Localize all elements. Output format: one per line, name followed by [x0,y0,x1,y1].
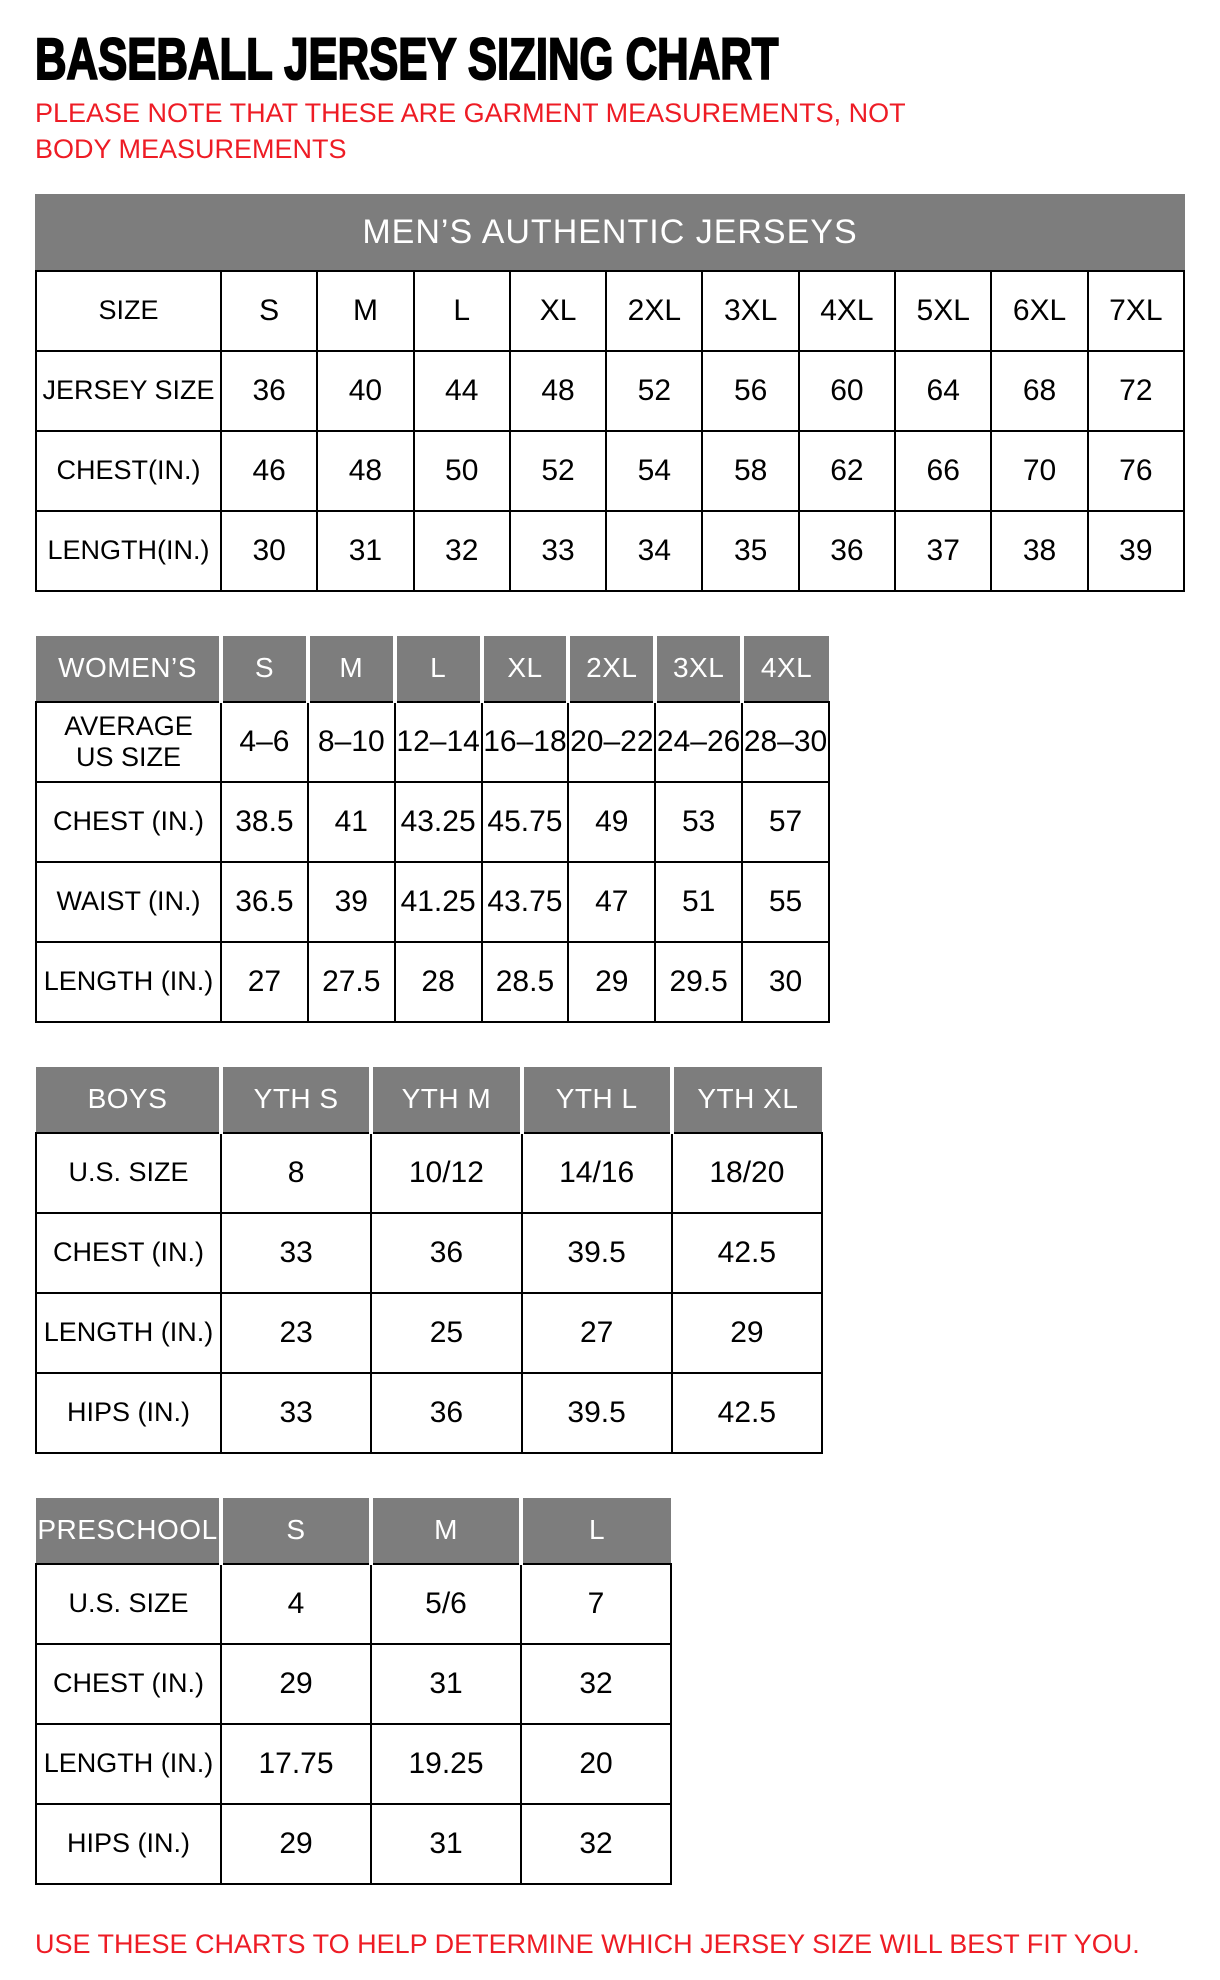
table-cell: 54 [606,431,702,511]
row-label: HIPS (IN.) [36,1373,221,1453]
row-label: JERSEY SIZE [36,351,221,431]
table-cell: 43.25 [395,782,482,862]
table-cell: 29 [221,1644,371,1724]
preschool-size-column-header: S [221,1498,371,1564]
row-label: CHEST (IN.) [36,1644,221,1724]
womens-size-column-header: 4XL [742,636,829,702]
boys-header-label: BOYS [36,1067,221,1133]
table-cell: 46 [221,431,317,511]
row-label: HIPS (IN.) [36,1804,221,1884]
table-cell: 66 [895,431,991,511]
table-cell: 64 [895,351,991,431]
table-cell: 39 [308,862,395,942]
womens-size-column-header: 3XL [655,636,742,702]
table-cell: 30 [742,942,829,1022]
table-cell: 27 [221,942,308,1022]
womens-grid [35,636,830,1023]
table-cell: 39.5 [522,1373,672,1453]
table-cell: 3XL [702,271,798,351]
preschool-size-column-header: M [371,1498,521,1564]
row-label: CHEST(IN.) [36,431,221,511]
table-row [36,1133,822,1213]
table-cell: 28–30 [742,702,829,782]
table-cell: 5XL [895,271,991,351]
table-cell: 51 [655,862,742,942]
table-cell: 36.5 [221,862,308,942]
row-label: WAIST (IN.) [36,862,221,942]
womens-size-column-header: S [221,636,308,702]
table-row [36,782,829,862]
table-cell: 16–18 [482,702,569,782]
boys-size-column-header: YTH S [221,1067,371,1133]
row-label: LENGTH (IN.) [36,1293,221,1373]
table-cell: 40 [317,351,413,431]
table-row [36,1213,822,1293]
boys-header-row [36,1067,822,1133]
womens-header-label: WOMEN’S [36,636,221,702]
boys-table-section [35,1067,823,1454]
table-row [36,1293,822,1373]
table-row [36,431,1184,511]
table-cell: M [317,271,413,351]
table-row [36,942,829,1022]
page-footer-note: USE THESE CHARTS TO HELP DETERMINE WHICH JERSEY SIZE WILL BEST FIT YOU. [35,1928,1140,1959]
womens-header-row [36,636,829,702]
boys-size-column-header: YTH M [371,1067,521,1133]
table-cell: 50 [414,431,510,511]
table-cell: 31 [371,1804,521,1884]
table-cell: 70 [991,431,1087,511]
table-cell: 38.5 [221,782,308,862]
table-cell: 8–10 [308,702,395,782]
mens-grid [35,270,1185,592]
table-cell: 45.75 [482,782,569,862]
table-cell: L [414,271,510,351]
table-row [36,1564,671,1644]
table-cell: 24–26 [655,702,742,782]
table-cell: 32 [414,511,510,591]
table-cell: 39.5 [522,1213,672,1293]
row-label: LENGTH (IN.) [36,1724,221,1804]
table-cell: 38 [991,511,1087,591]
table-cell: 76 [1088,431,1184,511]
womens-size-column-header: M [308,636,395,702]
table-cell: 49 [568,782,655,862]
row-label: AVERAGE US SIZE [36,702,221,782]
table-cell: 36 [371,1213,521,1293]
table-cell: 36 [799,511,895,591]
table-cell: 29.5 [655,942,742,1022]
preschool-table-section [35,1498,672,1885]
table-cell: 31 [371,1644,521,1724]
table-cell: 35 [702,511,798,591]
table-cell: S [221,271,317,351]
table-cell: 43.75 [482,862,569,942]
womens-size-column-header: L [395,636,482,702]
row-label: U.S. SIZE [36,1564,221,1644]
table-cell: 41.25 [395,862,482,942]
table-cell: 8 [221,1133,371,1213]
row-label: CHEST (IN.) [36,782,221,862]
boys-size-column-header: YTH XL [672,1067,822,1133]
preschool-grid [35,1498,672,1885]
table-row [36,862,829,942]
table-cell: 33 [221,1213,371,1293]
boys-grid [35,1067,823,1454]
table-cell: 33 [221,1373,371,1453]
table-cell: 32 [521,1804,671,1884]
table-cell: 27.5 [308,942,395,1022]
table-cell: 39 [1088,511,1184,591]
table-cell: 48 [317,431,413,511]
table-cell: 23 [221,1293,371,1373]
table-row [36,1724,671,1804]
table-cell: 72 [1088,351,1184,431]
mens-table-section [35,194,1185,592]
table-cell: 36 [221,351,317,431]
table-cell: 55 [742,862,829,942]
table-cell: 56 [702,351,798,431]
table-cell: 32 [521,1644,671,1724]
table-cell: 19.25 [371,1724,521,1804]
table-row [36,351,1184,431]
row-label: U.S. SIZE [36,1133,221,1213]
row-label: SIZE [36,271,221,351]
table-cell: 33 [510,511,606,591]
preschool-header-label: PRESCHOOL [36,1498,221,1564]
table-cell: 68 [991,351,1087,431]
table-cell: 7XL [1088,271,1184,351]
table-cell: 62 [799,431,895,511]
table-cell: 6XL [991,271,1087,351]
table-cell: 57 [742,782,829,862]
table-cell: 12–14 [395,702,482,782]
table-cell: 29 [672,1293,822,1373]
row-label: LENGTH (IN.) [36,942,221,1022]
womens-size-column-header: 2XL [568,636,655,702]
table-cell: 4XL [799,271,895,351]
table-cell: 52 [510,431,606,511]
table-cell: 29 [568,942,655,1022]
page-title: BASEBALL JERSEY SIZING CHART [35,25,779,92]
mens-banner: MEN’S AUTHENTIC JERSEYS [35,194,1185,270]
table-row [36,271,1184,351]
table-cell: 4–6 [221,702,308,782]
womens-size-column-header: XL [482,636,569,702]
table-cell: 28 [395,942,482,1022]
preschool-size-column-header: L [521,1498,671,1564]
table-cell: 20–22 [568,702,655,782]
table-cell: 60 [799,351,895,431]
table-cell: 42.5 [672,1373,822,1453]
table-cell: 14/16 [522,1133,672,1213]
garment-measurement-note: PLEASE NOTE THAT THESE ARE GARMENT MEASUREMENTS, NOT BODY MEASUREMENTS [35,98,906,165]
table-cell: 52 [606,351,702,431]
table-cell: 42.5 [672,1213,822,1293]
table-cell: 29 [221,1804,371,1884]
table-row [36,1804,671,1884]
table-cell: 4 [221,1564,371,1644]
preschool-header-row [36,1498,671,1564]
table-cell: 20 [521,1724,671,1804]
table-cell: 34 [606,511,702,591]
table-cell: 31 [317,511,413,591]
boys-size-column-header: YTH L [522,1067,672,1133]
table-cell: 37 [895,511,991,591]
womens-table-section [35,636,830,1023]
table-cell: 41 [308,782,395,862]
table-row [36,511,1184,591]
table-row [36,1644,671,1724]
table-cell: 10/12 [371,1133,521,1213]
table-cell: 44 [414,351,510,431]
table-row [36,1373,822,1453]
table-cell: XL [510,271,606,351]
table-cell: 36 [371,1373,521,1453]
table-cell: 7 [521,1564,671,1644]
table-cell: 25 [371,1293,521,1373]
table-cell: 58 [702,431,798,511]
table-cell: 48 [510,351,606,431]
table-cell: 5/6 [371,1564,521,1644]
table-cell: 18/20 [672,1133,822,1213]
table-cell: 30 [221,511,317,591]
table-cell: 2XL [606,271,702,351]
table-cell: 17.75 [221,1724,371,1804]
table-cell: 28.5 [482,942,569,1022]
table-cell: 53 [655,782,742,862]
table-cell: 47 [568,862,655,942]
row-label: CHEST (IN.) [36,1213,221,1293]
row-label: LENGTH(IN.) [36,511,221,591]
table-row [36,702,829,782]
table-cell: 27 [522,1293,672,1373]
